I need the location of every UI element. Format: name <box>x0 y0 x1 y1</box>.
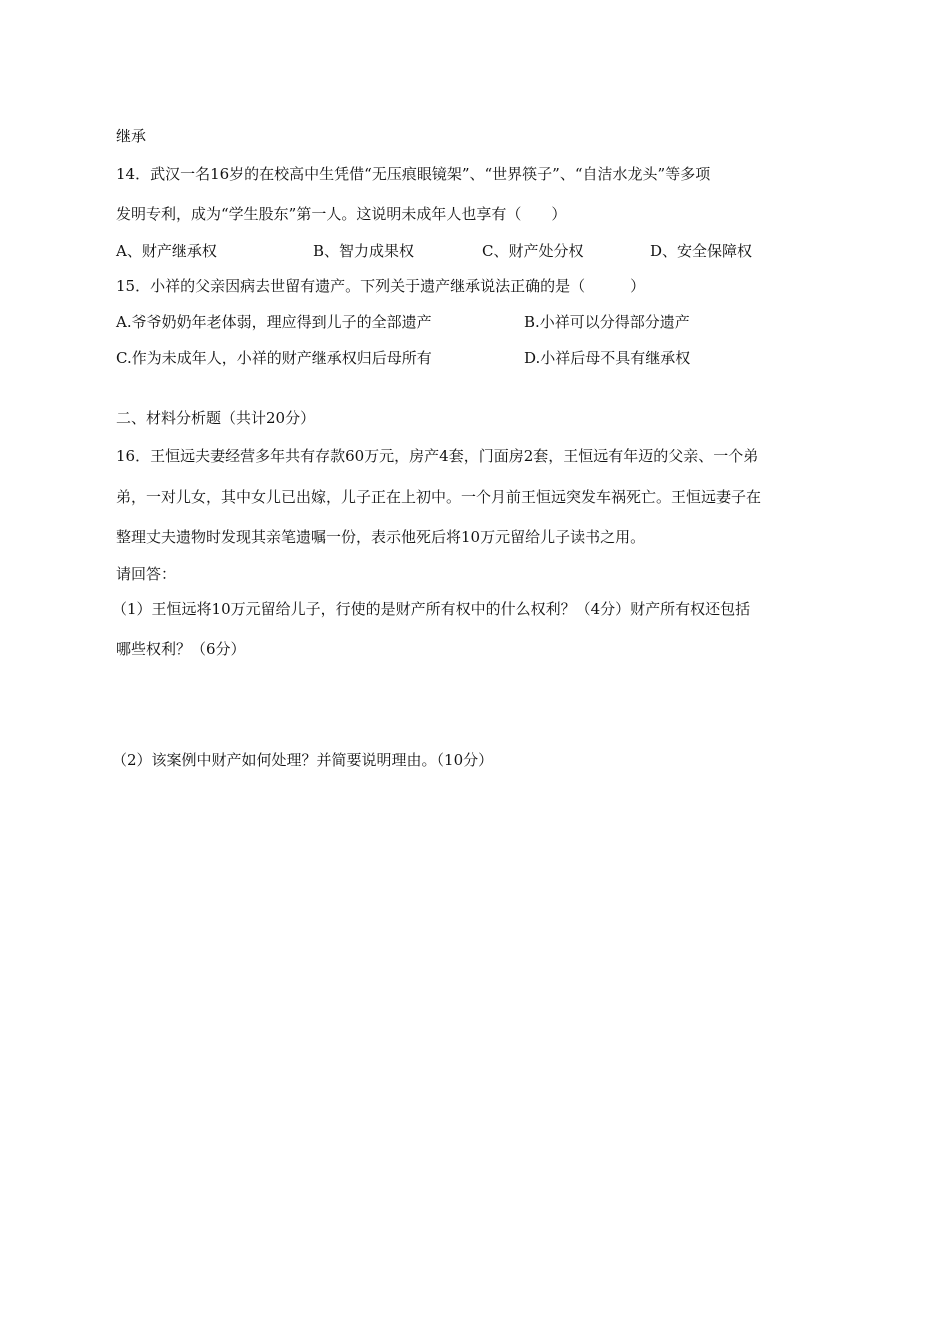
question-14-line-1: 14．武汉一名16岁的在校高中生凭借“无压痕眼镜架”、“世界筷子”、“自洁水龙头”等多项 <box>116 165 711 183</box>
question-15-option-a: A.爷爷奶奶年老体弱，理应得到儿子的全部遗产 <box>116 313 432 331</box>
question-15-option-c: C.作为未成年人，小祥的财产继承权归后母所有 <box>116 349 432 367</box>
question-16-line-3: 整理丈夫遗物时发现其亲笔遗嘱一份，表示他死后将10万元留给儿子读书之用。 <box>116 528 646 546</box>
question-16-line-1: 16．王恒远夫妻经营多年共有存款60万元，房产4套，门面房2套，王恒远有年迈的父亲、一个弟 <box>116 447 759 465</box>
question-16-sub-1-line-2: 哪些权利？（6分） <box>116 640 246 658</box>
question-14-option-a: A、财产继承权 <box>116 242 217 260</box>
question-16-prompt: 请回答： <box>116 565 177 583</box>
continuation-text: 继承 <box>116 127 147 145</box>
question-14-line-2: 发明专利，成为“学生股东”第一人。这说明未成年人也享有（ ） <box>116 205 567 223</box>
question-15-option-d: D.小祥后母不具有继承权 <box>524 349 691 367</box>
question-15-option-b: B.小祥可以分得部分遗产 <box>524 313 690 331</box>
question-16-sub-2: （2）该案例中财产如何处理？并简要说明理由。（10分） <box>112 751 494 769</box>
question-14-option-b: B、智力成果权 <box>313 242 415 260</box>
question-15-stem: 15．小祥的父亲因病去世留有遗产。下列关于遗产继承说法正确的是（ ） <box>116 277 646 295</box>
question-16-sub-1-line-1: （1）王恒远将10万元留给儿子，行使的是财产所有权中的什么权利？（4分）财产所有权还包括 <box>112 600 751 618</box>
question-14-option-d: D、安全保障权 <box>650 242 753 260</box>
section-2-heading: 二、材料分析题（共计20分） <box>116 409 316 427</box>
question-14-option-c: C、财产处分权 <box>482 242 584 260</box>
question-16-line-2: 弟，一对儿女，其中女儿已出嫁，儿子正在上初中。一个月前王恒远突发车祸死亡。王恒远妻子在 <box>116 488 762 506</box>
